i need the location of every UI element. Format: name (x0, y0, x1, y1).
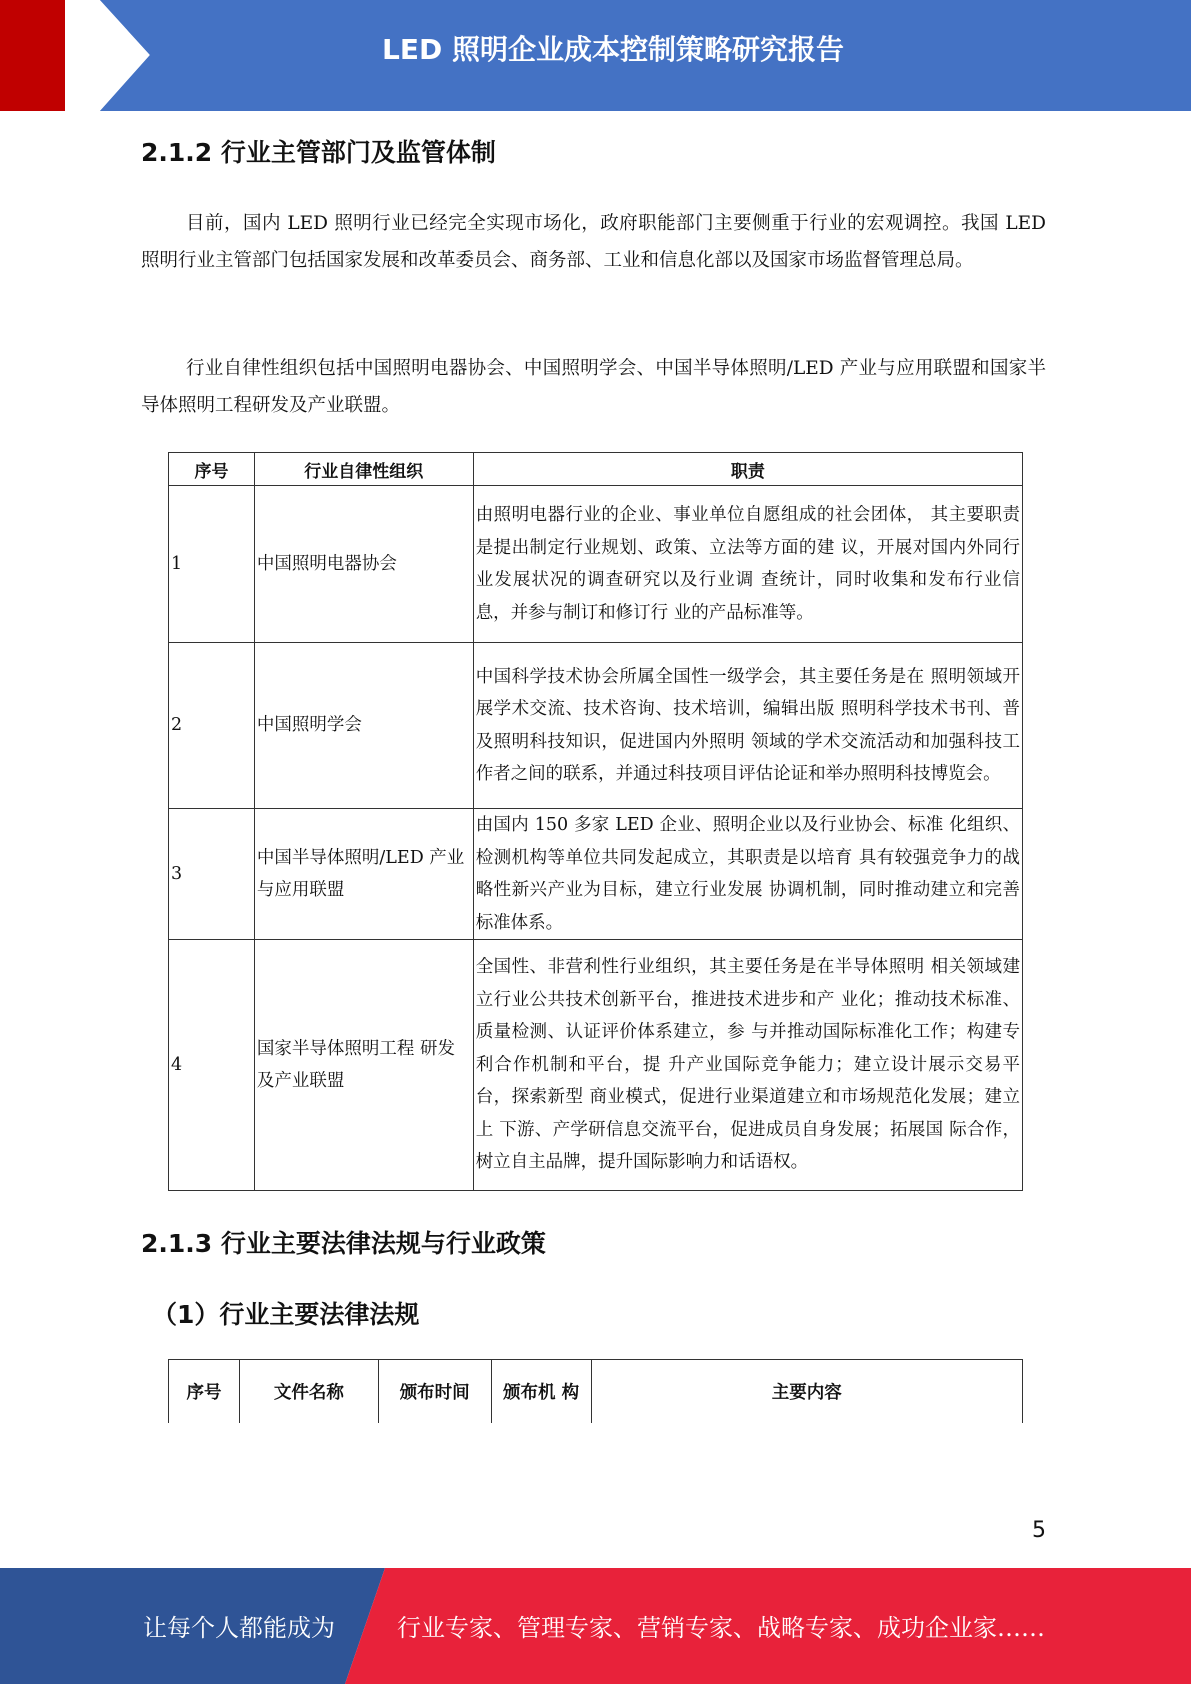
col-header-doc-name: 文件名称 (239, 1360, 378, 1424)
col-header-no: 序号 (169, 1360, 240, 1424)
sub-heading-laws: （1）行业主要法律法规 (152, 1300, 420, 1329)
footer-slogan-right: 行业专家、管理专家、营销专家、战略专家、成功企业家…… (397, 1614, 1045, 1642)
page-header (0, 0, 1191, 111)
table-header-row (169, 1360, 1023, 1424)
section-heading-2-1-3: 2.1.3 行业主要法律法规与行业政策 (141, 1229, 546, 1258)
paragraph-self-regulatory: 行业自律性组织包括中国照明电器协会、中国照明学会、中国半导体照明/LED 产业与应用联盟和国家半导体照明工程研发及产业联盟。 (141, 358, 1046, 416)
row-number: 1 (169, 486, 255, 643)
paragraph-regulators: 目前，国内 LED 照明行业已经完全实现市场化，政府职能部门主要侧重于行业的宏观调控。我国 LED 照明行业主管部门包括国家发展和改革委员会、商务部、工业和信息化部以及国家市场监督管理总局。 (141, 213, 1046, 271)
header-title: LED 照明企业成本控制策略研究报告 (382, 33, 844, 66)
org-name: 国家半导体照明工程 研发及产业联盟 (254, 940, 473, 1191)
org-duty: 全国性、非营利性行业组织，其主要任务是在半导体照明 相关领域建立行业公共技术创新平台，推进技术进步和产 业化；推动技术标准、质量检测、认证评价体系建立，参 与并推动国际标准化工作；构建专利合作机制和平台，提 升产业国际竞争能力；建立设计展示交易平台，探索新型 商业模式，促进行业渠道建立和市场规范化发展；建立上 下游、产学研信息交流平台，促进成员自身发展；拓展国 际合作，树立自主品牌，提升国际影响力和话语权。 (473, 940, 1022, 1191)
col-header-date: 颁布时间 (378, 1360, 491, 1424)
table-header-row (169, 453, 1023, 486)
col-header-org: 行业自律性组织 (254, 453, 473, 486)
table-row (169, 643, 1023, 809)
page-number: 5 (1032, 1518, 1046, 1543)
footer-slogan-left: 让每个人都能成为 (143, 1614, 335, 1642)
table-row (169, 486, 1023, 643)
org-duty: 由国内 150 多家 LED 企业、照明企业以及行业协会、标准 化组织、检测机构等单位共同发起成立，其职责是以培育 具有较强竞争力的战略性新兴产业为目标，建立行业发展 协调机制，同时推动建立和完善标准体系。 (473, 809, 1022, 940)
col-header-no: 序号 (169, 453, 255, 486)
org-name: 中国照明电器协会 (254, 486, 473, 643)
table-row (169, 809, 1023, 940)
row-number: 4 (169, 940, 255, 1191)
org-name: 中国照明学会 (254, 643, 473, 809)
page-footer (0, 1568, 1191, 1684)
table-row (169, 940, 1023, 1191)
col-header-duty: 职责 (473, 453, 1022, 486)
org-duty: 由照明电器行业的企业、事业单位自愿组成的社会团体， 其主要职责是提出制定行业规划、政策、立法等方面的建 议，开展对国内外同行业发展状况的调查研究以及行业调 查统计，同时收集和发布行业信息，并参与制订和修订行 业的产品标准等。 (473, 486, 1022, 643)
row-number: 2 (169, 643, 255, 809)
col-header-issuer: 颁布机 构 (491, 1360, 591, 1424)
org-duty: 中国科学技术协会所属全国性一级学会，其主要任务是在 照明领域开展学术交流、技术咨询、技术培训，编辑出版 照明科学技术书刊、普及照明科技知识，促进国内外照明 领域的学术交流活动和加强科技工作者之间的联系，并通过科技项目评估论证和举办照明科技博览会。 (473, 643, 1022, 809)
row-number: 3 (169, 809, 255, 940)
col-header-content: 主要内容 (591, 1360, 1022, 1424)
section-heading-2-1-2: 2.1.2 行业主管部门及监管体制 (141, 138, 496, 167)
laws-table (168, 1359, 1023, 1423)
self-regulatory-org-table (168, 452, 1023, 1191)
org-name: 中国半导体照明/LED 产业与应用联盟 (254, 809, 473, 940)
